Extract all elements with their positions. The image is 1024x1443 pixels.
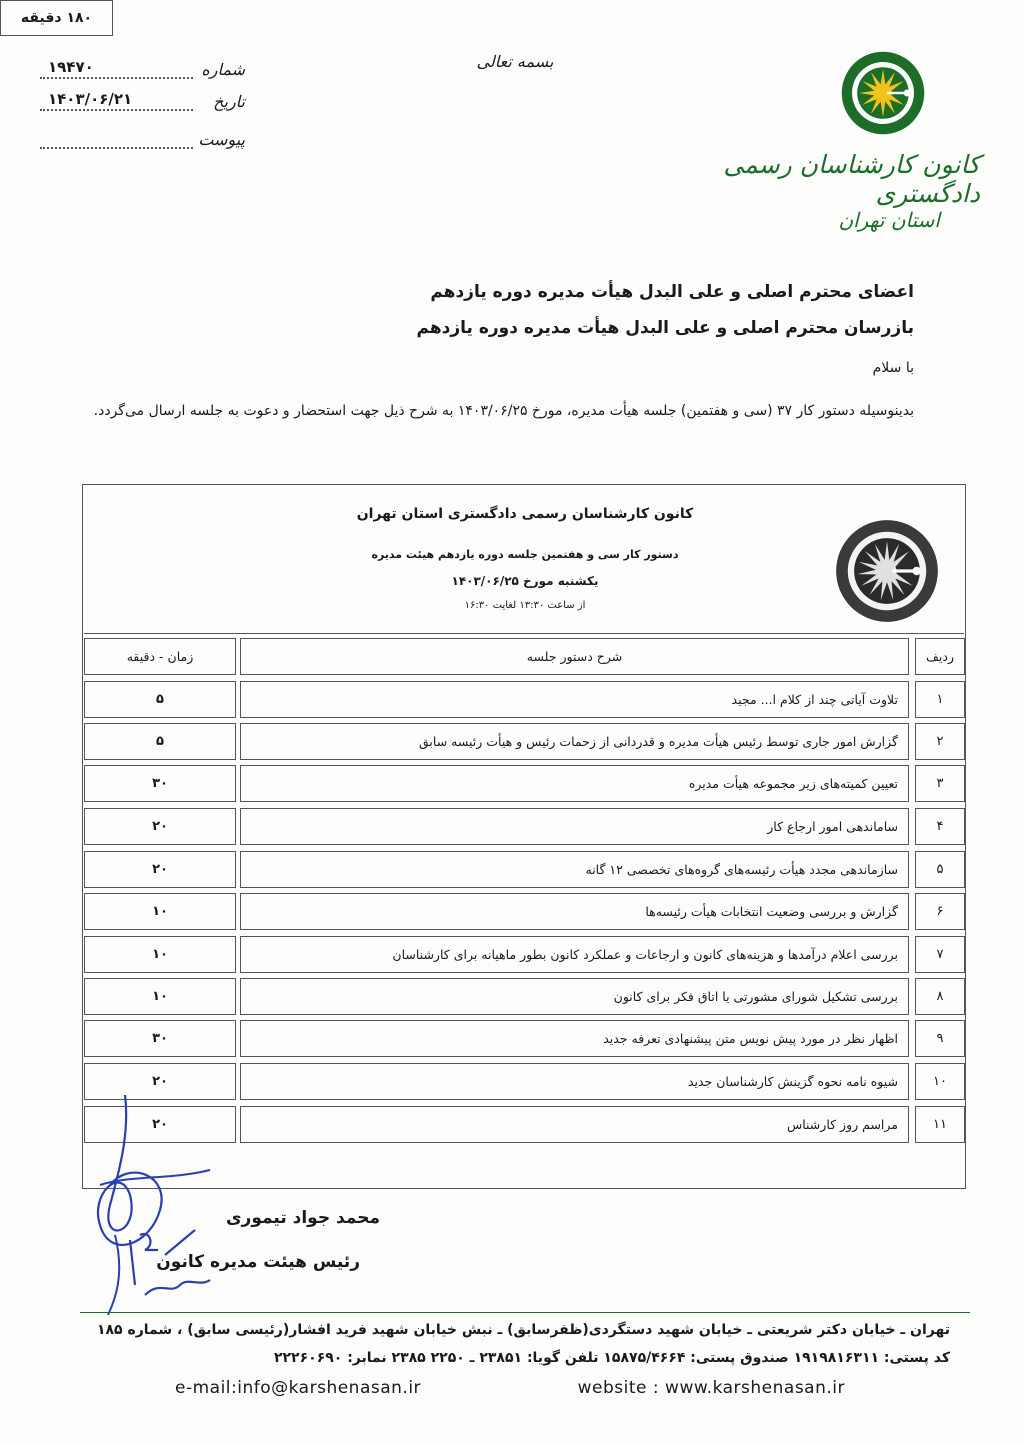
col-header-num: ردیف (915, 638, 965, 675)
row-desc: شیوه نامه نحوه گزینش کارشناسان جدید (240, 1063, 909, 1100)
org-name: کانون کارشناسان رسمی دادگستری (723, 150, 980, 208)
org-logo-icon (840, 50, 926, 136)
attachment-row (40, 130, 245, 156)
recipient-line-2: بازرسان محترم اصلی و علی البدل هیأت مدیره دوره یازدهم (416, 318, 914, 338)
agenda-subtitle: دستور کار سی و هفتمین جلسه دوره یازدهم هیئت مدیره (371, 548, 679, 561)
row-desc: اظهار نظر در مورد پیش نویس متن پیشنهادی تعرفه جدید (240, 1020, 909, 1057)
row-num: ۳ (915, 765, 965, 802)
row-time: ۵ (84, 723, 236, 760)
letter-body: بدینوسیله دستور کار ۳۷ (سی و هفتمین) جلسه هیأت مدیره، مورخ ۱۴۰۳/۰۶/۲۵ به شرح ذیل جهت استحضار و دعوت به جلسه ارسال می‌گردد. (93, 403, 914, 419)
row-num: ۶ (915, 893, 965, 930)
row-time: ۱۰ (84, 893, 236, 930)
row-num: ۱ (915, 681, 965, 718)
row-num: ۱۰ (915, 1063, 965, 1100)
row-time: ۲۰ (84, 851, 236, 888)
date-label: تاریخ (213, 92, 245, 111)
agenda-title: کانون کارشناسان رسمی دادگستری استان تهران (356, 506, 694, 522)
row-time: ۳۰ (84, 765, 236, 802)
row-desc: بررسی اعلام درآمدها و هزینه‌های کانون و ارجاعات و عملکرد کانون بطور ماهیانه برای کارشناسان (240, 936, 909, 973)
row-num: ۴ (915, 808, 965, 845)
agenda-date: یکشنبه مورخ ۱۴۰۳/۰۶/۲۵ (451, 574, 599, 588)
dotted-line (40, 77, 193, 79)
footer-address: تهران ـ خیابان دکتر شریعتی ـ خیابان شهید دستگردی(ظفرسابق) ـ نبش خیابان شهید فرید افشار(رئیسی سابق) ، شماره ۱۸۵ (96, 1322, 950, 1338)
row-time: ۳۰ (84, 1020, 236, 1057)
row-num: ۸ (915, 978, 965, 1015)
attachment-label: پیوست (198, 130, 245, 149)
agenda-logo-icon (834, 518, 940, 624)
row-desc: مراسم روز کارشناس (240, 1106, 909, 1143)
row-time: ۵ (84, 681, 236, 718)
row-desc: تلاوت آیاتی چند از کلام ا... مجید (240, 681, 909, 718)
recipient-line-1: اعضای محترم اصلی و علی البدل هیأت مدیره دوره یازدهم (430, 282, 914, 302)
footer-email[interactable]: e-mail:info@karshenasan.ir (175, 1378, 422, 1398)
dotted-line (40, 147, 193, 149)
row-num: ۹ (915, 1020, 965, 1057)
row-num: ۵ (915, 851, 965, 888)
row-desc: ساماندهی امور ارجاع کار (240, 808, 909, 845)
row-time: ۱۰ (84, 978, 236, 1015)
row-time: ۱۰ (84, 936, 236, 973)
number-label: شماره (201, 60, 245, 79)
handwritten-date-icon (110, 1225, 220, 1305)
letter-number-row (40, 60, 245, 86)
org-province: استان تهران (838, 208, 940, 232)
row-desc: گزارش و بررسی وضعیت انتخابات هیأت رئیسه‌ها (240, 893, 909, 930)
footer-website[interactable]: website : www.karshenasan.ir (577, 1378, 845, 1398)
dotted-line (40, 109, 193, 111)
row-time: ۲۰ (84, 808, 236, 845)
letter-date-row (40, 92, 245, 118)
letter-number: ۱۹۴۷۰ (48, 58, 94, 76)
row-num: ۷ (915, 936, 965, 973)
footer-phones: کد پستی: ۱۹۱۹۸۱۶۳۱۱ صندوق پستی: ۱۵۸۷۵/۴۶۶۴ تلفن گویا: ۲۳۸۵۱ ـ ۲۲۵۰ ۲۳۸۵ نمابر: ۲۲۲۶۰۶۹۰ (273, 1350, 950, 1366)
row-desc: بررسی تشکیل شورای مشورتی یا اتاق فکر برای کانون (240, 978, 909, 1015)
signer-title: رئیس هیئت مدیره کانون (156, 1252, 360, 1272)
salutation: با سلام (872, 360, 914, 376)
agenda-time: از ساعت ۱۳:۳۰ لغایت ۱۶:۳۰ (464, 600, 586, 611)
row-num: ۱۱ (915, 1106, 965, 1143)
col-header-time: زمان - دقیقه (84, 638, 236, 675)
row-time: ۲۰ (84, 1106, 236, 1143)
letter-date: ۱۴۰۳/۰۶/۲۱ (48, 90, 133, 108)
col-header-desc: شرح دستور جلسه (240, 638, 909, 675)
signer-name: محمد جواد تیموری (225, 1208, 380, 1228)
row-desc: سازماندهی مجدد هیأت رئیسه‌های گروه‌های تخصصی ۱۲ گانه (240, 851, 909, 888)
row-desc: گزارش امور جاری توسط رئیس هیأت مدیره و قدردانی از زحمات رئیس و هیأت رئیسه سابق (240, 723, 909, 760)
row-desc: تعیین کمیته‌های زیر مجموعه هیأت مدیره (240, 765, 909, 802)
footer-contact (70, 1378, 950, 1402)
bismillah: بسمه تعالی (476, 52, 554, 71)
row-time: ۲۰ (84, 1063, 236, 1100)
footer-divider (80, 1312, 970, 1313)
total-minutes: ۱۸۰ دقیقه (0, 0, 113, 36)
row-num: ۲ (915, 723, 965, 760)
